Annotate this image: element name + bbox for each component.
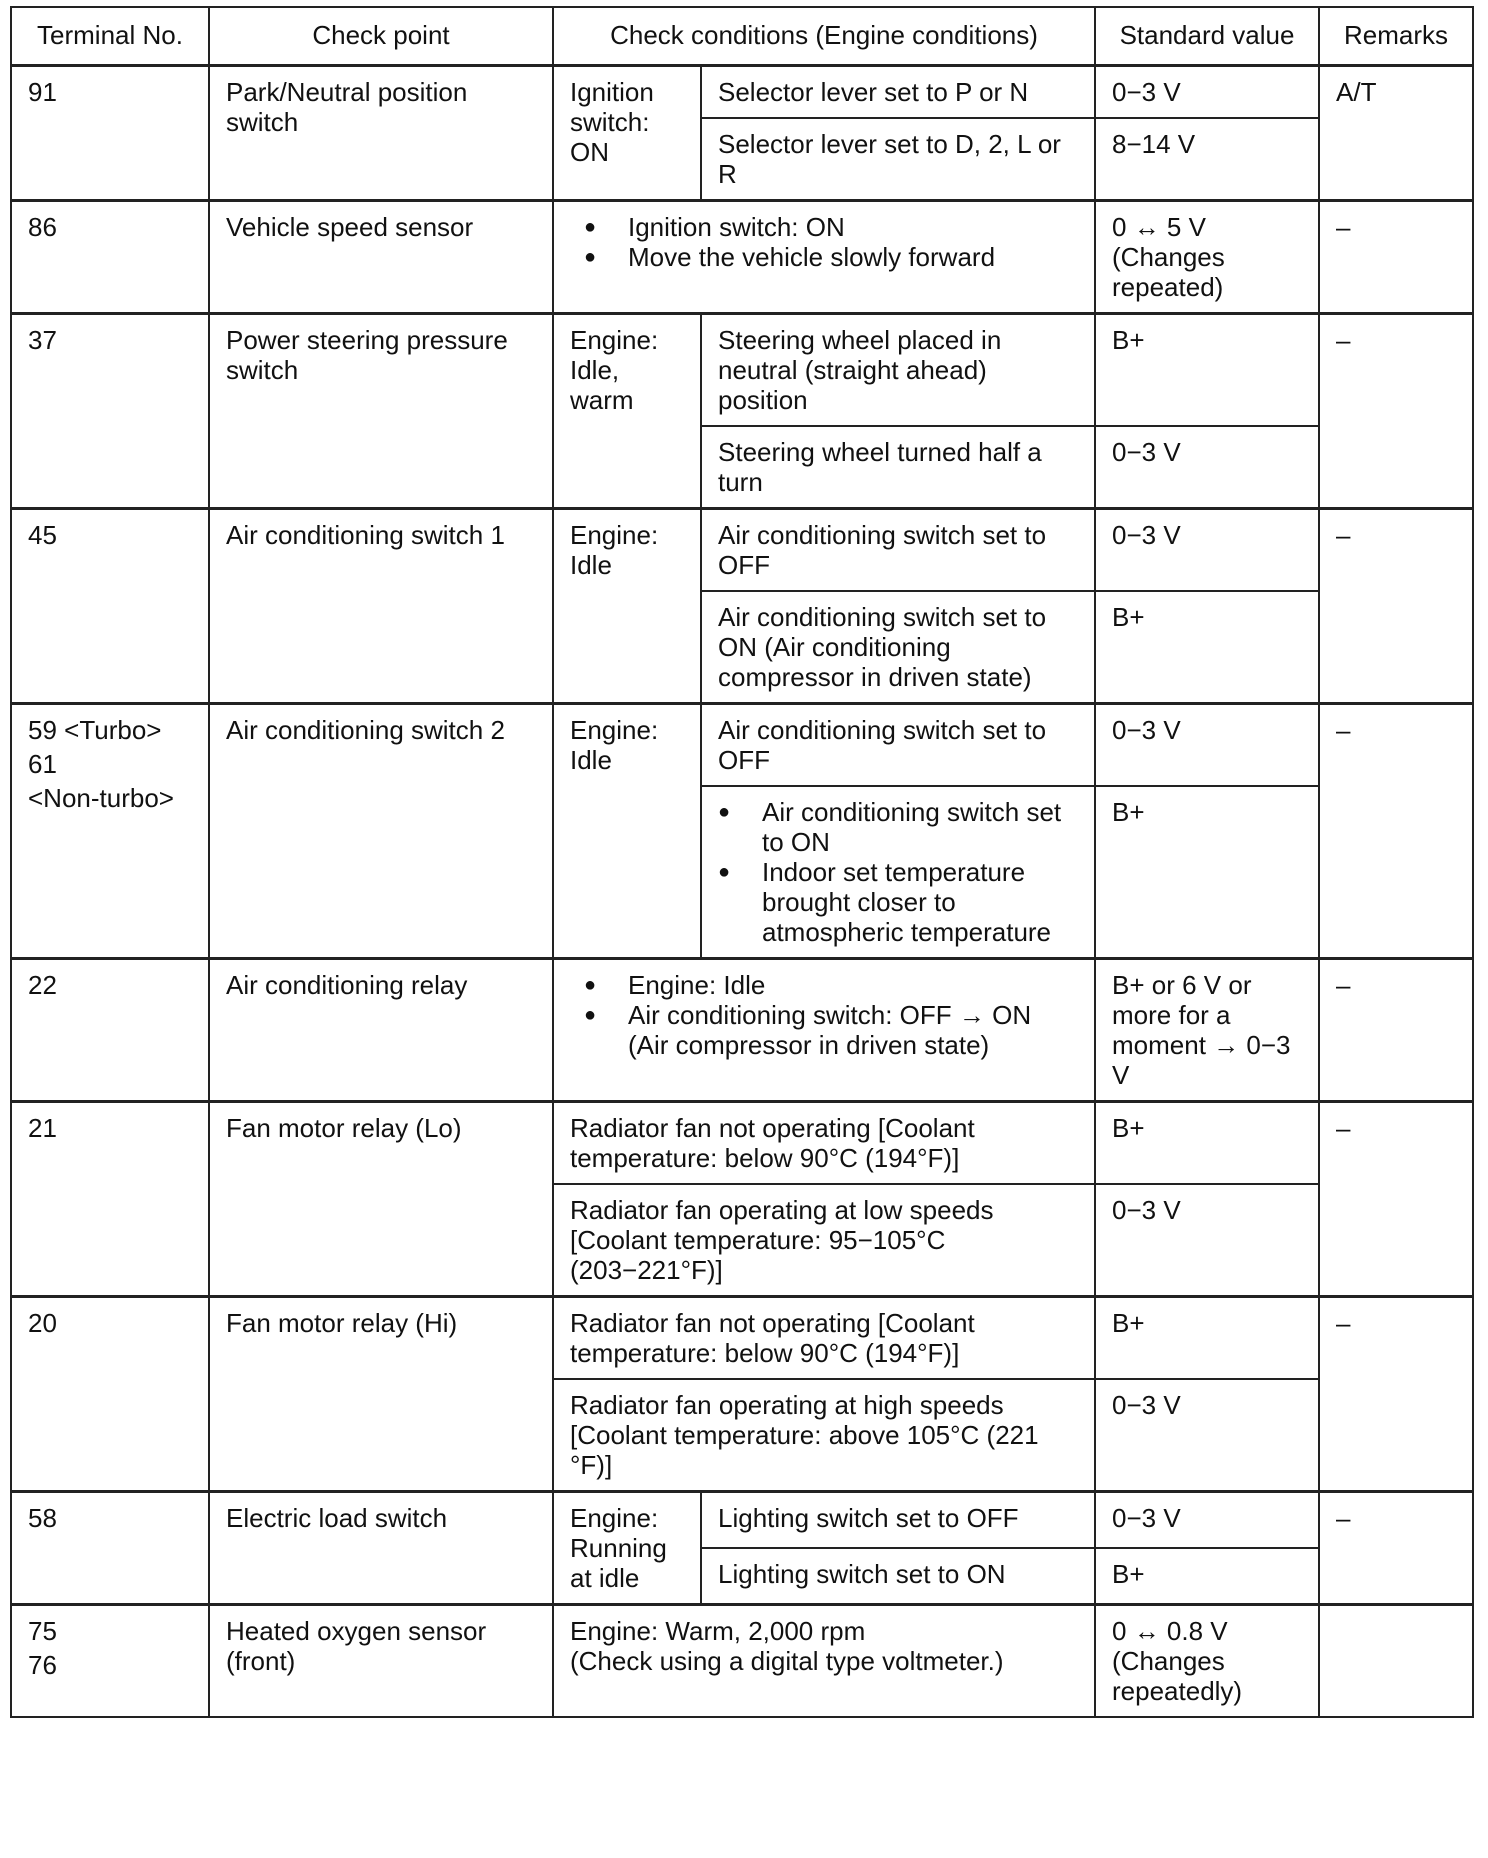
condition-bullet: ● Move the vehicle slowly forward: [584, 242, 1078, 272]
terminal-number-a: 75: [28, 1615, 57, 1646]
terminal-variant-label: <Non-turbo>: [28, 782, 174, 813]
remarks: –: [1319, 508, 1473, 703]
check-point: Air conditioning switch 2: [209, 703, 553, 958]
check-point: Fan motor relay (Lo): [209, 1101, 553, 1296]
remarks: –: [1319, 1296, 1473, 1491]
table-row: [11, 703, 1473, 786]
remarks: –: [1319, 1101, 1473, 1296]
check-condition: [553, 958, 1095, 1101]
header-check-conditions: Check conditions (Engine conditions): [553, 7, 1095, 65]
terminal-check-table-page: [10, 6, 1472, 1718]
check-point: Vehicle speed sensor: [209, 200, 553, 313]
condition-group: Engine: Idle, warm: [553, 313, 701, 508]
condition-bullet: ● Ignition switch: ON: [584, 212, 1078, 242]
check-point: Heated oxygen sensor (front): [209, 1604, 553, 1717]
standard-value: 8−14 V: [1095, 118, 1319, 201]
check-condition: Lighting switch set to OFF: [701, 1491, 1095, 1548]
standard-value: B+: [1095, 313, 1319, 426]
remarks: [1319, 1604, 1473, 1717]
condition-bullet: ● Indoor set temperature brought closer to atmospheric temperature: [718, 857, 1078, 947]
check-condition: Steering wheel placed in neutral (straight ahead) position: [701, 313, 1095, 426]
standard-value: B+ or 6 V or more for a moment → 0−3 V: [1095, 958, 1319, 1101]
standard-value: 0−3 V: [1095, 426, 1319, 509]
condition-note: (Check using a digital type voltmeter.): [570, 1645, 1004, 1676]
header-check-point: Check point: [209, 7, 553, 65]
check-condition: Radiator fan not operating [Coolant temperature: below 90°C (194°F)]: [553, 1101, 1095, 1184]
terminal-number: 21: [11, 1101, 209, 1296]
standard-value: 0−3 V: [1095, 1379, 1319, 1492]
terminal-number-b: 76: [28, 1649, 57, 1680]
terminal-number: 37: [11, 313, 209, 508]
table-row: [11, 1296, 1473, 1379]
terminal-number: 20: [11, 1296, 209, 1491]
standard-value: 0−3 V: [1095, 65, 1319, 118]
condition-line: Engine: Warm, 2,000 rpm: [570, 1615, 866, 1646]
remarks: –: [1319, 1491, 1473, 1604]
terminal-number: [11, 703, 209, 958]
terminal-number: 86: [11, 200, 209, 313]
terminal-number-non-turbo: 61: [28, 748, 57, 779]
terminal-number: 91: [11, 65, 209, 200]
standard-value: 0−3 V: [1095, 1184, 1319, 1297]
condition-bullet-list: [570, 212, 1078, 272]
header-remarks: Remarks: [1319, 7, 1473, 65]
condition-group: Ignition switch: ON: [553, 65, 701, 200]
header-terminal-no: Terminal No.: [11, 7, 209, 65]
header-row: [11, 7, 1473, 65]
remarks: –: [1319, 200, 1473, 313]
remarks: –: [1319, 313, 1473, 508]
condition-group: Engine: Idle: [553, 508, 701, 703]
remarks: –: [1319, 958, 1473, 1101]
check-condition: Radiator fan operating at low speeds [Coolant temperature: 95−105°C (203−221°F)]: [553, 1184, 1095, 1297]
standard-value: B+: [1095, 1296, 1319, 1379]
terminal-voltage-check-table: [10, 6, 1474, 1718]
check-condition: Radiator fan not operating [Coolant temperature: below 90°C (194°F)]: [553, 1296, 1095, 1379]
standard-value: 0−3 V: [1095, 1491, 1319, 1548]
terminal-number: [11, 1604, 209, 1717]
check-condition: Lighting switch set to ON: [701, 1548, 1095, 1605]
check-point: Air conditioning switch 1: [209, 508, 553, 703]
check-condition: Steering wheel turned half a turn: [701, 426, 1095, 509]
check-condition: Selector lever set to P or N: [701, 65, 1095, 118]
standard-value: 0−3 V: [1095, 508, 1319, 591]
table-row: [11, 1101, 1473, 1184]
check-point: Fan motor relay (Hi): [209, 1296, 553, 1491]
terminal-number: 45: [11, 508, 209, 703]
check-condition: Selector lever set to D, 2, L or R: [701, 118, 1095, 201]
terminal-number: 22: [11, 958, 209, 1101]
standard-value: 0 ↔ 0.8 V (Changes repeatedly): [1095, 1604, 1319, 1717]
table-row: [11, 1604, 1473, 1717]
terminal-number: 58: [11, 1491, 209, 1604]
standard-value: 0−3 V: [1095, 703, 1319, 786]
check-condition: Air conditioning switch set to ON (Air conditioning compressor in driven state): [701, 591, 1095, 704]
table-row: [11, 958, 1473, 1101]
check-condition: [553, 200, 1095, 313]
check-condition: Radiator fan operating at high speeds [Coolant temperature: above 105°C (221 °F)]: [553, 1379, 1095, 1492]
table-row: [11, 313, 1473, 426]
check-point: Power steering pressure switch: [209, 313, 553, 508]
remarks: A/T: [1319, 65, 1473, 200]
table-row: [11, 1491, 1473, 1548]
remarks: –: [1319, 703, 1473, 958]
check-condition: [701, 786, 1095, 959]
standard-value: B+: [1095, 591, 1319, 704]
condition-group: Engine: Running at idle: [553, 1491, 701, 1604]
table-row: [11, 200, 1473, 313]
terminal-number-turbo: 59 <Turbo>: [28, 714, 162, 745]
standard-value: B+: [1095, 1548, 1319, 1605]
check-point: Electric load switch: [209, 1491, 553, 1604]
standard-value: B+: [1095, 1101, 1319, 1184]
condition-group: Engine: Idle: [553, 703, 701, 958]
standard-value: 0 ↔ 5 V (Changes repeated): [1095, 200, 1319, 313]
standard-value: B+: [1095, 786, 1319, 959]
check-condition: [553, 1604, 1095, 1717]
table-row: [11, 65, 1473, 118]
header-standard-value: Standard value: [1095, 7, 1319, 65]
table-row: [11, 508, 1473, 591]
check-condition: Air conditioning switch set to OFF: [701, 508, 1095, 591]
check-point: Park/Neutral position switch: [209, 65, 553, 200]
check-point: Air conditioning relay: [209, 958, 553, 1101]
condition-bullet-list: [570, 970, 1078, 1060]
condition-bullet: ● Air conditioning switch set to ON: [718, 797, 1078, 857]
condition-bullet: ● Air conditioning switch: OFF → ON (Air compressor in driven state): [584, 1000, 1078, 1060]
condition-bullet: ● Engine: Idle: [584, 970, 1078, 1000]
check-condition: Air conditioning switch set to OFF: [701, 703, 1095, 786]
condition-bullet-list: [718, 797, 1078, 947]
